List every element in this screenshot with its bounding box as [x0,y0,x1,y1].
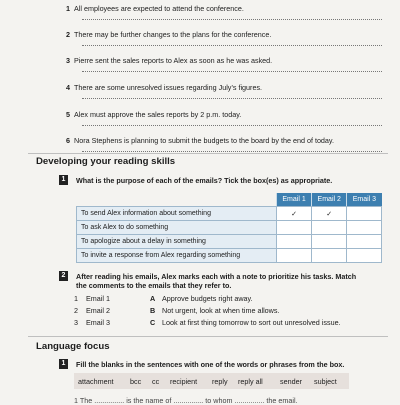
tick-box[interactable] [347,235,382,249]
exercise-instruction-line-2: the comments to the emails that they refer to. [76,281,232,290]
statement-4: 4 There are some unresolved issues regarding July’s figures. [66,83,263,92]
statement-1: 1 All employees are expected to attend the conference. [66,4,244,13]
answer-line [82,45,382,46]
option-text: Look at first thing tomorrow to sort out unresolved issue. [162,318,341,327]
table-corner [77,193,277,207]
table-row [77,221,382,235]
item-number: 2 [74,306,78,315]
word-option: subject [314,377,337,386]
section-divider [28,153,388,154]
statement-text: Alex must approve the sales reports by 2 p.m. today. [74,110,242,119]
option-text: Not urgent, look at when time allows. [162,306,280,315]
tick-box[interactable] [276,249,311,263]
option-letter: B [150,306,156,315]
answer-line [82,19,382,20]
statement-text: There may be further changes to the plans for the conference. [74,30,272,39]
answer-line [82,98,382,99]
word-option: bcc [130,377,142,386]
tick-box[interactable]: ✓ [312,207,347,221]
tick-box[interactable] [347,207,382,221]
statement-text: Pierre sent the sales reports to Alex as soon as he was asked. [74,56,273,65]
email-label: Email 1 [86,294,110,303]
table-row [77,249,382,263]
exercise-number-badge: 2 [59,271,68,281]
tick-box[interactable] [276,221,311,235]
statement-text: All employees are expected to attend the conference. [74,4,244,13]
exercise-number-badge: 1 [59,175,68,185]
item-number: 1 [74,294,78,303]
table-row [77,207,382,221]
row-label: To invite a response from Alex regarding something [77,249,277,263]
answer-line [82,125,382,126]
tick-box[interactable] [312,235,347,249]
tick-box[interactable] [347,249,382,263]
exercise-number-badge: 1 [59,359,68,369]
cut-off-sentence: 1 The ............... is the name of ............... to whom ............... the email. [74,396,298,405]
column-header-email-1: Email 1 [276,193,311,207]
statement-text: There are some unresolved issues regarding July’s figures. [74,83,263,92]
email-label: Email 3 [86,318,110,327]
statement-6: 6 Nora Stephens is planning to submit the budgets to the board by the end of today. [66,136,334,145]
tick-box[interactable] [276,235,311,249]
option-letter: A [150,294,156,303]
tick-box[interactable] [347,221,382,235]
word-option: reply [212,377,228,386]
statement-text: Nora Stephens is planning to submit the budgets to the board by the end of today. [74,136,334,145]
email-label: Email 2 [86,306,110,315]
word-option: recipient [170,377,198,386]
column-header-email-3: Email 3 [347,193,382,207]
row-label: To apologize about a delay in something [77,235,277,249]
statement-5: 5 Alex must approve the sales reports by 2 p.m. today. [66,110,242,119]
section-heading-language: Language focus [36,341,110,352]
section-heading-reading: Developing your reading skills [36,156,176,167]
word-option: sender [280,377,302,386]
column-header-email-2: Email 2 [312,193,347,207]
exercise-instruction-line-1: After reading his emails, Alex marks each with a note to prioritize his tasks. Match [76,272,357,281]
word-option: reply all [238,377,263,386]
tick-box[interactable]: ✓ [276,207,311,221]
tick-box[interactable] [312,249,347,263]
option-letter: C [150,318,156,327]
statement-2: 2 There may be further changes to the plans for the conference. [66,30,272,39]
answer-line [82,71,382,72]
statement-3: 3 Pierre sent the sales reports to Alex as soon as he was asked. [66,56,273,65]
row-label: To send Alex information about something [77,207,277,221]
exercise-instruction: What is the purpose of each of the emails? Tick the box(es) as appropriate. [76,176,333,185]
word-option: attachment [78,377,114,386]
option-text: Approve budgets right away. [162,294,253,303]
section-divider [28,336,388,337]
row-label: To ask Alex to do something [77,221,277,235]
item-number: 3 [74,318,78,327]
purpose-tick-table [76,193,382,263]
table-row [77,235,382,249]
tick-box[interactable] [312,221,347,235]
answer-line [82,151,382,152]
exercise-instruction: Fill the blanks in the sentences with one of the words or phrases from the box. [76,360,345,369]
word-option: cc [152,377,160,386]
